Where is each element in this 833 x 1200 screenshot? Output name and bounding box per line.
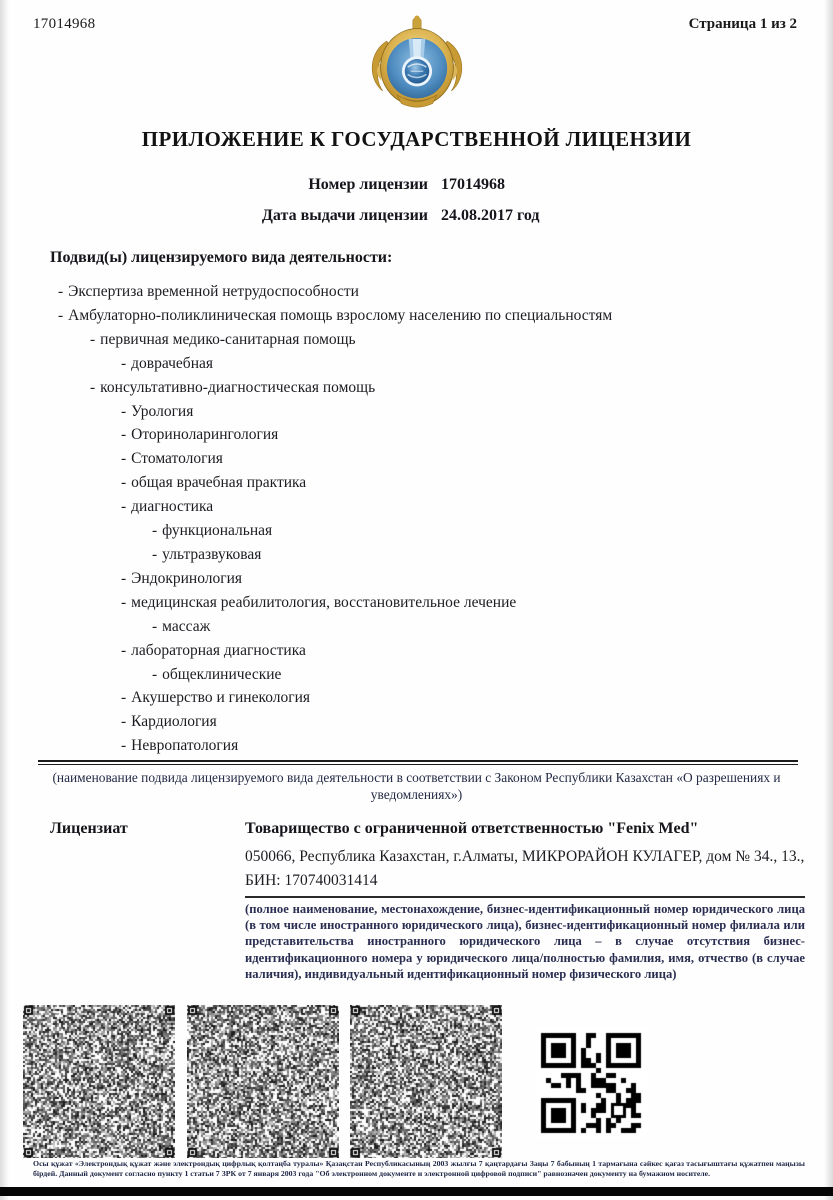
list-item [0,423,800,447]
list-item [0,376,800,400]
page-indicator: Страница 1 из 2 [688,16,797,32]
list-item [0,304,800,328]
licensee-name: Товарищество с ограниченной ответственностью "Fenix Med" [245,820,699,837]
list-item [0,591,800,615]
legal-footer-text: Осы құжат «Электрондық құжат және электрондық цифрлық қолтаңба туралы» Қазақстан Республикасының 2003 жылғы 7 қаңтардағы Заңы 7 бабының 1 тармағына сәйкес қағаз тасығыштағы құжатпен маңызы бірдей. Данный документ согласно пункту 1 статьи 7 ЗРК от 7 января 2003 года "Об электронном документе и электронной цифровой подписи" равнозначен документу на бумажном носителе. [33,1159,805,1178]
list-dash: - [121,450,127,468]
signature-noise-block-1 [23,1005,175,1158]
license-number-row [0,176,833,198]
list-dash: - [121,737,127,755]
list-item [0,495,800,519]
list-dash: - [121,689,127,707]
list-item [0,710,800,734]
list-item-label: общеклинические [162,665,282,683]
list-item [0,280,800,304]
signature-noise-block-2 [187,1005,339,1158]
licensee-footnote: (полное наименование, местонахождение, бизнес-идентификационный номер юридического лица (в том числе иностранного юридического лица), бизнес-идентификационный номер филиала или представительства иностранного юридического лица – в случае отсутствия бизнес-идентификационного номера у юридического лица/полностью фамилия, имя, отчество (в случае наличия), индивидуальный идентификационный номер физического лица) [245,902,805,981]
list-item-label: ультразвуковая [162,545,262,563]
list-item-label: диагностика [131,498,214,516]
list-item-label: массаж [162,617,211,635]
list-dash: - [58,306,64,324]
list-item [0,543,800,567]
licensee-address: 050066, Республика Казахстан, г.Алматы, МИКРОРАЙОН КУЛАГЕР, дом № 34., 13., БИН: 170740031414 [245,848,805,889]
activity-list [0,280,800,758]
licensee-divider [245,896,805,898]
list-item-label: общая врачебная практика [131,474,307,492]
list-item [0,447,800,471]
list-item-label: Эндокринология [131,569,243,587]
list-item-label: Стоматология [131,450,223,468]
list-dash: - [121,593,127,611]
list-dash: - [121,498,127,516]
activities-footnote: (наименование подвида лицензируемого вида деятельности в соответствии с Законом Республики Казахстан «О разрешениях и уведомлениях») [52,770,781,802]
list-item-label: консультативно-диагностическая помощь [100,378,376,396]
list-item [0,471,800,495]
list-dash: - [58,283,64,300]
list-item [0,519,800,543]
list-dash: - [121,569,127,587]
license-number-label: Номер лицензии [308,176,428,193]
list-item-label: Кардиология [131,713,217,731]
list-item-label: функциональная [162,522,273,540]
list-dash: - [121,641,127,659]
list-item [0,686,800,710]
list-item-label: доврачебная [131,354,214,372]
section-divider [38,760,798,765]
list-dash: - [152,545,158,563]
list-item-label: первичная медико-санитарная помощь [100,330,356,348]
kazakhstan-emblem-icon [365,12,469,116]
list-item-label: Невропатология [131,737,239,755]
list-item-label: медицинская реабилитология, восстановительное лечение [131,593,517,611]
licensee-details [245,818,805,982]
license-number-value: 17014968 [441,176,505,193]
list-item-label: Экспертиза временной нетрудоспособности [68,283,359,300]
list-item-label: лабораторная диагностика [131,641,306,659]
list-dash: - [90,378,96,396]
list-dash: - [121,402,127,420]
list-item [0,352,800,376]
list-item [0,328,800,352]
list-item-label: Урология [131,402,194,420]
scan-bottom-bar [0,1187,833,1196]
list-dash: - [90,330,96,348]
list-dash: - [121,426,127,444]
list-dash: - [152,522,158,540]
list-item-label: Акушерство и гинекология [131,689,311,707]
list-item [0,734,800,758]
list-item [0,400,800,424]
list-item [0,615,800,639]
list-item [0,639,800,663]
list-item-label: Амбулаторно-поликлиническая помощь взрослому населению по специальностям [68,306,613,324]
document-title: ПРИЛОЖЕНИЕ К ГОСУДАРСТВЕННОЙ ЛИЦЕНЗИИ [141,127,692,151]
license-date-value: 24.08.2017 год [441,207,540,224]
list-dash: - [121,713,127,731]
list-item-label: Оториноларингология [131,426,279,444]
activities-heading: Подвид(ы) лицензируемого вида деятельности: [50,249,393,266]
list-dash: - [152,665,158,683]
list-item [0,567,800,591]
list-dash: - [152,617,158,635]
license-date-label: Дата выдачи лицензии [261,207,428,224]
license-date-row [0,207,833,229]
document-number-header: 17014968 [33,16,96,32]
list-dash: - [121,354,127,372]
qr-code [535,1028,647,1138]
licensee-label: Лицензиат [50,820,128,837]
list-dash: - [121,474,127,492]
signature-noise-block-3 [350,1005,502,1158]
list-item [0,663,800,687]
